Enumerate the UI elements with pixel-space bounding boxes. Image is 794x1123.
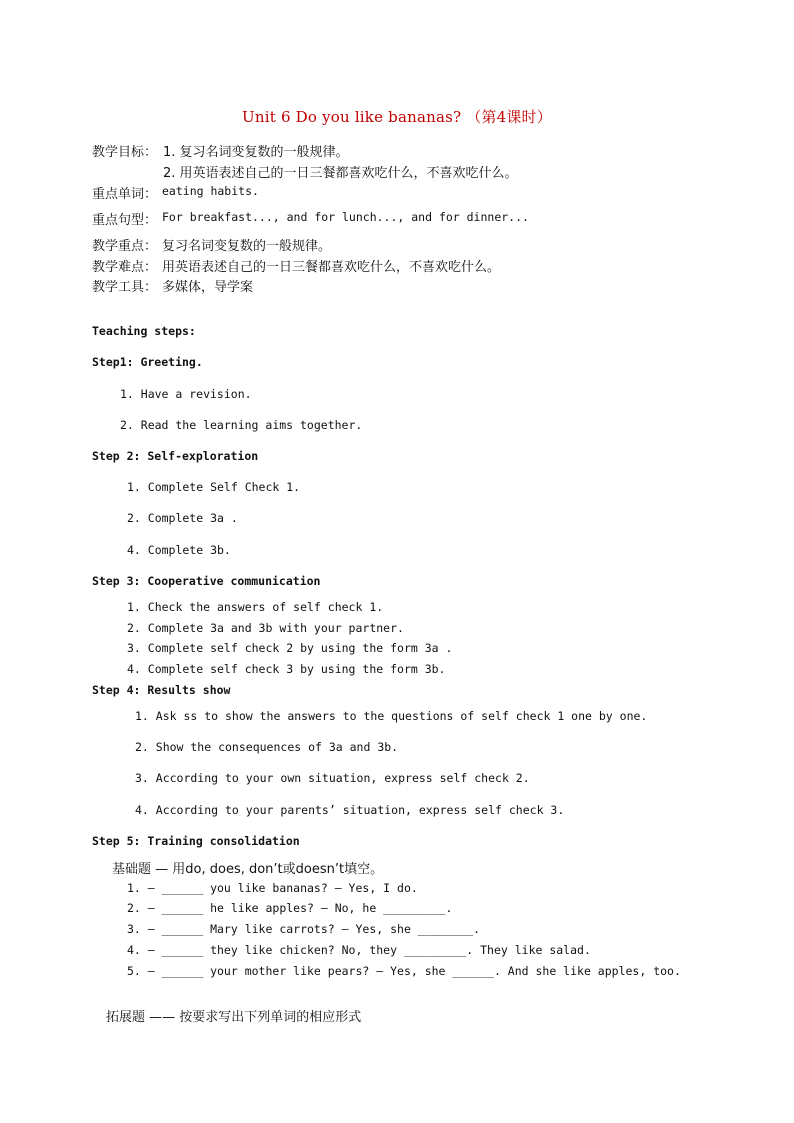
objective-1: 1. 复习名词变复数的一般规律。 xyxy=(163,145,349,160)
step3-item: 4. Complete self check 3 by using the form 3b. xyxy=(127,662,446,676)
objectives-label: 教学目标： xyxy=(92,145,158,160)
step5-heading: Step 5: Training consolidation xyxy=(92,834,300,848)
objective-2: 2. 用英语表述自己的一日三餐都喜欢吃什么，不喜欢吃什么。 xyxy=(163,166,518,181)
step1-heading: Step1: Greeting. xyxy=(92,355,203,369)
exercise-item: 2. — ______ he like apples? — No, he _________. xyxy=(127,901,453,915)
step3-item: 1. Check the answers of self check 1. xyxy=(127,600,384,614)
step3-item: 3. Complete self check 2 by using the form 3a . xyxy=(127,641,453,655)
step2-heading: Step 2: Self-exploration xyxy=(92,449,259,463)
difficulty-label: 教学难点： xyxy=(92,260,158,275)
step2-item: 1. Complete Self Check 1. xyxy=(127,480,301,494)
key-point: 复习名词变复数的一般规律。 xyxy=(162,239,332,254)
step2-item: 4. Complete 3b. xyxy=(127,543,231,557)
step1-item: 1. Have a revision. xyxy=(120,387,252,401)
exercise-item: 5. — ______ your mother like pears? — Yes, she ______. And she like apples, too. xyxy=(127,964,681,978)
step4-heading: Step 4: Results show xyxy=(92,683,231,697)
step4-item: 1. Ask ss to show the answers to the questions of self check 1 one by one. xyxy=(135,709,648,723)
exercise-item: 1. — ______ you like bananas? — Yes, I do. xyxy=(127,881,418,895)
step3-item: 2. Complete 3a and 3b with your partner. xyxy=(127,621,404,635)
extension-exercise-label: 拓展题 —— 按要求写出下列单词的相应形式 xyxy=(106,1010,362,1025)
step3-heading: Step 3: Cooperative communication xyxy=(92,574,321,588)
exercise-item: 3. — ______ Mary like carrots? — Yes, she ________. xyxy=(127,922,481,936)
key-point-label: 教学重点： xyxy=(92,239,158,254)
key-sentences: For breakfast..., and for lunch..., and for dinner... xyxy=(162,210,529,224)
tools-label: 教学工具： xyxy=(92,280,158,295)
step4-item: 4. According to your parents’ situation, express self check 3. xyxy=(135,803,565,817)
step4-item: 2. Show the consequences of 3a and 3b. xyxy=(135,740,399,754)
step2-item: 2. Complete 3a . xyxy=(127,511,238,525)
key-words: eating habits. xyxy=(162,184,259,198)
tools: 多媒体，导学案 xyxy=(162,280,254,295)
basic-exercise-label: 基础题 — 用do, does, don’t或doesn’t填空。 xyxy=(112,862,384,877)
step4-item: 3. According to your own situation, express self check 2. xyxy=(135,771,530,785)
teaching-steps-heading: Teaching steps: xyxy=(92,324,196,338)
step1-item: 2. Read the learning aims together. xyxy=(120,418,363,432)
exercise-item: 4. — ______ they like chicken? No, they _________. They like salad. xyxy=(127,943,591,957)
difficulty: 用英语表述自己的一日三餐都喜欢吃什么，不喜欢吃什么。 xyxy=(162,260,501,275)
key-words-label: 重点单词： xyxy=(92,187,158,202)
page-title: Unit 6 Do you like bananas? （第4课时） xyxy=(242,108,552,126)
key-sentences-label: 重点句型： xyxy=(92,213,158,228)
